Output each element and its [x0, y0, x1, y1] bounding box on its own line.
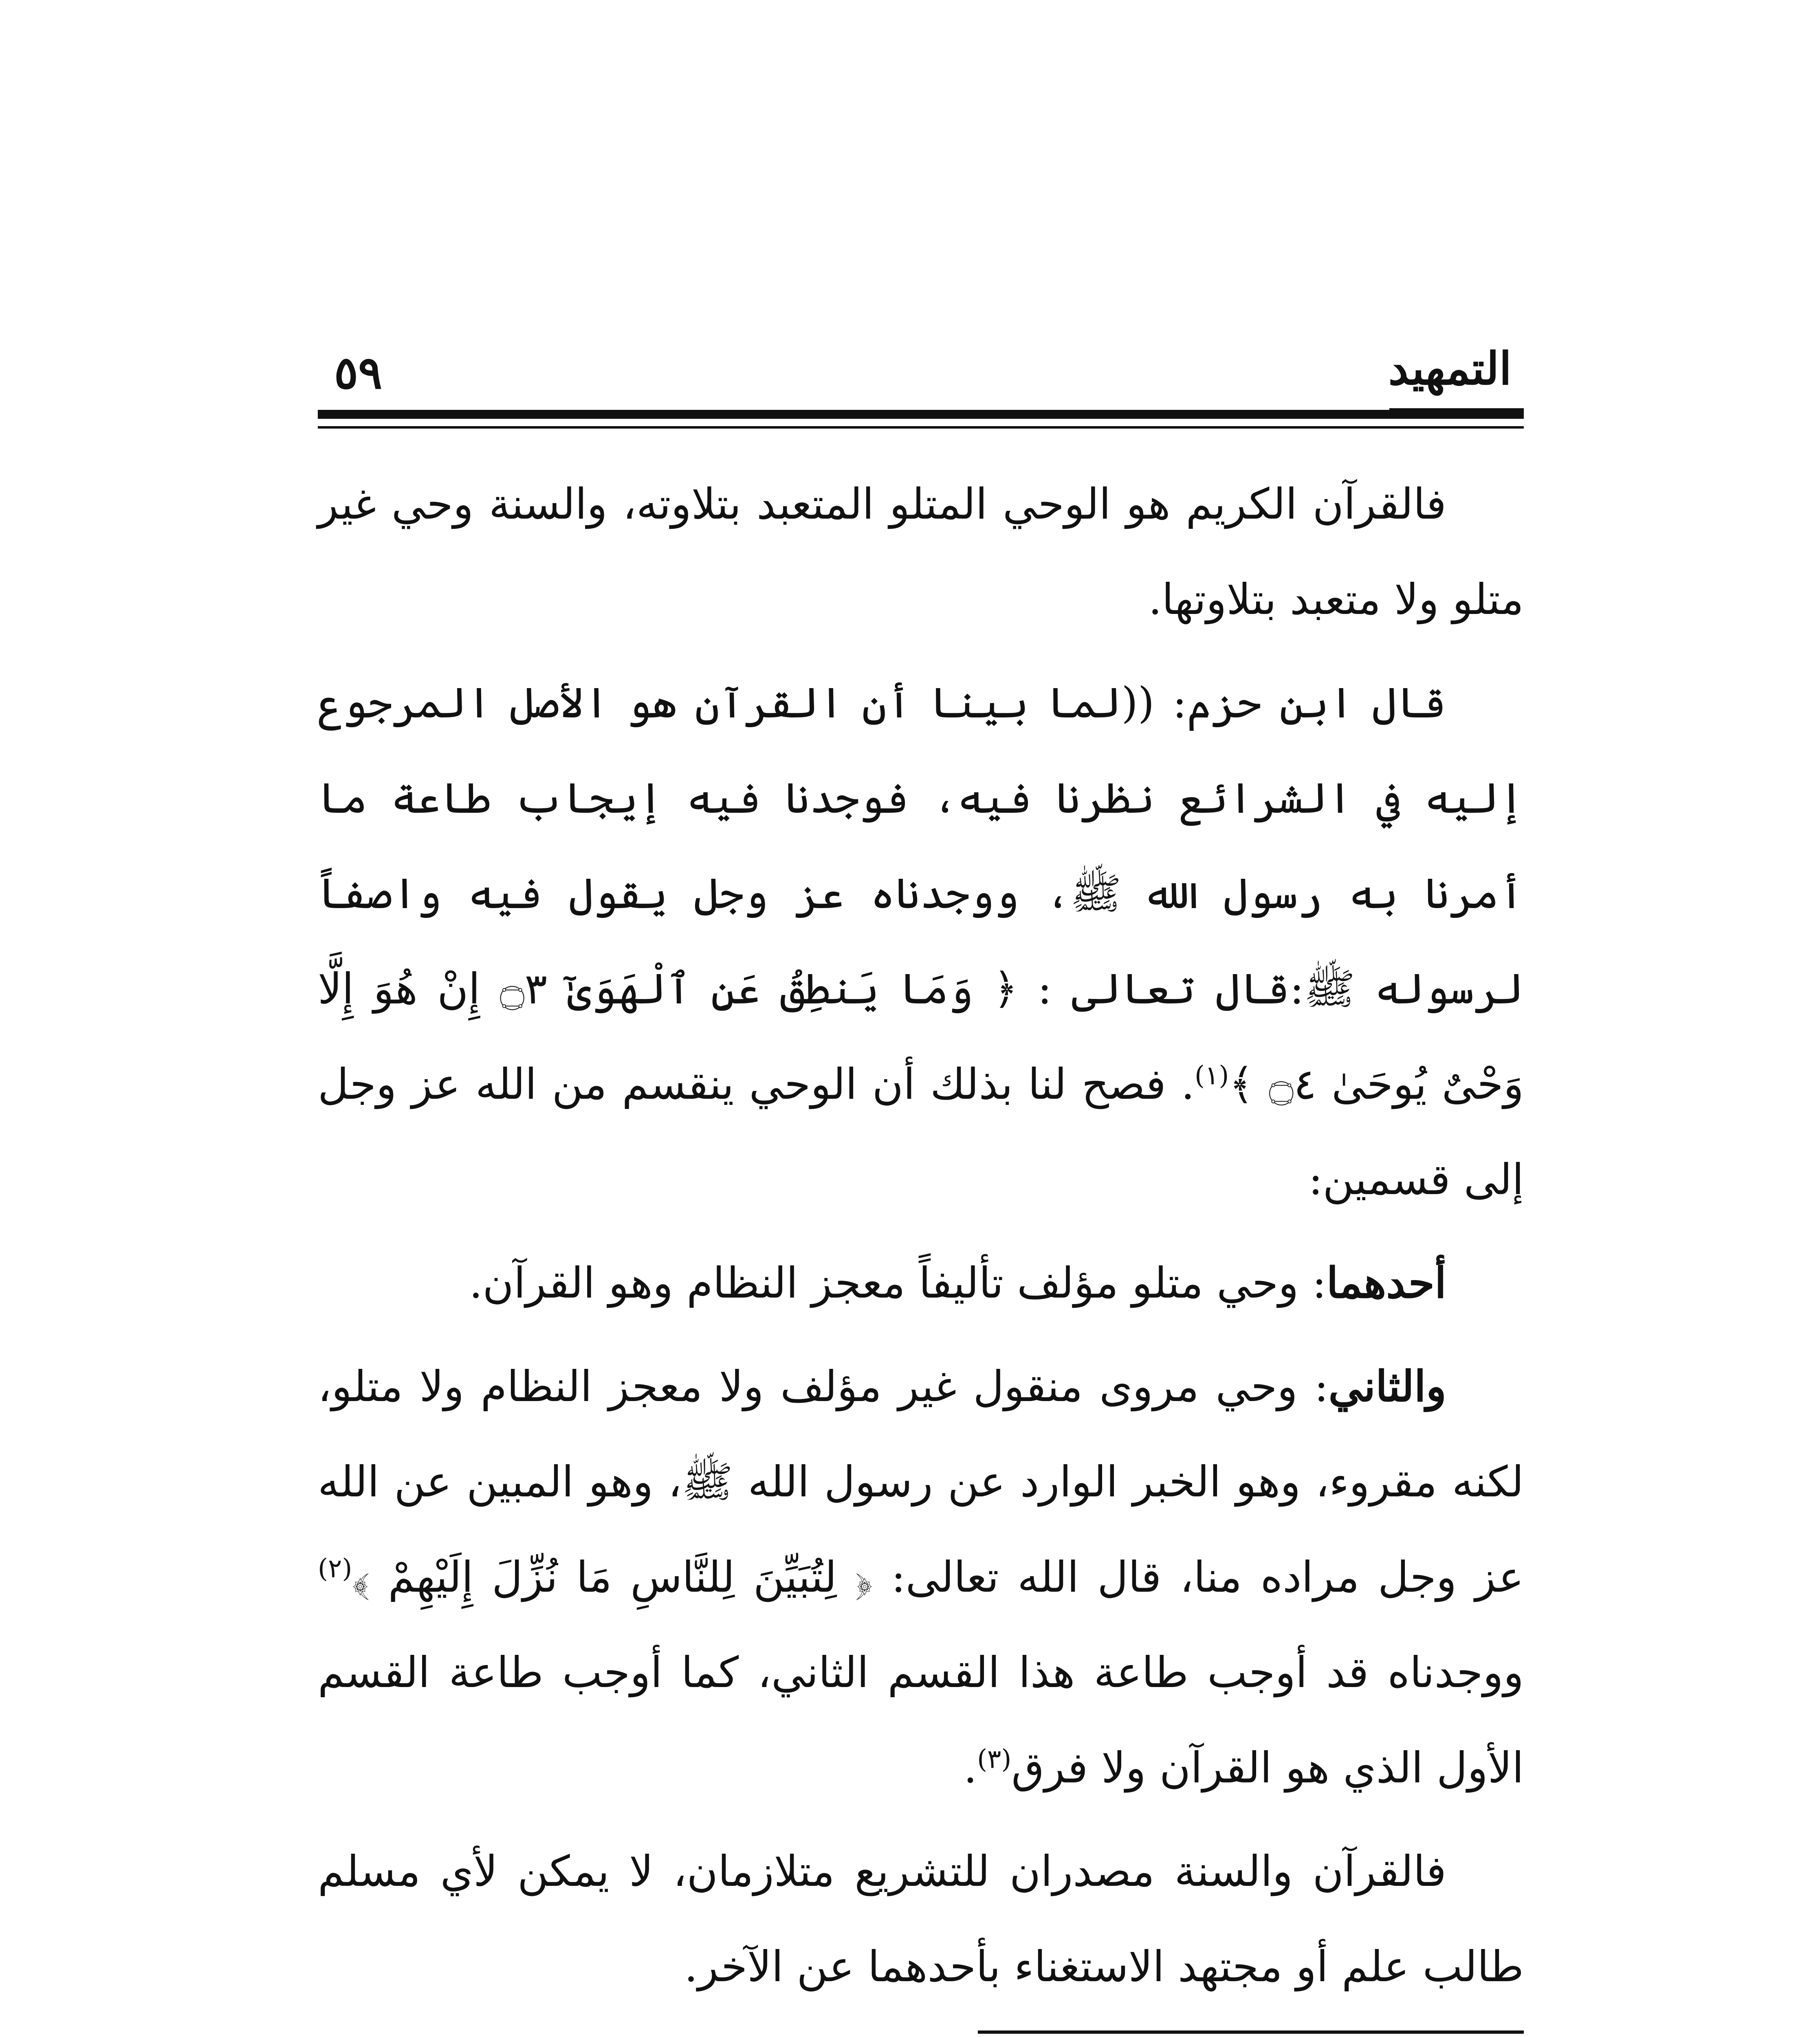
- header-rule-thin: [318, 426, 1524, 429]
- first-category-label: أحدهما: [1326, 1258, 1446, 1308]
- quran-verse-nahl: ﴿ لِتُبَيِّنَ لِلنَّاسِ مَا نُزِّلَ إِلَيْهِمْ ﴾: [352, 1552, 873, 1602]
- second-category-text: : وحي مروى منقول غير مؤلف ولا معجز النظام ولا متلو، لكنه مقروء، وهو الخبر الوارد عن رسول الله ﷺ، وهو المبين عن الله عز وجل مراده منا، قال الله تعالى:: [318, 1362, 1524, 1602]
- page-number: ٥٩: [334, 346, 383, 399]
- body-text: [318, 456, 1524, 2014]
- footnote-ref-2: (٢): [318, 1553, 352, 1584]
- ibn-hazm-quote-start: قال ابن حزم: ((لما بينا أن القرآن هو الأصل المرجوع إليه في الشرائع نظرنا فيه، فوجدنا فيه إيجاب طاعة ما أمرنا به رسول الله ﷺ، ووجدناه عز وجل يقول فيه واصفاً لرسوله ﷺ:قال تعالى :: [318, 678, 1524, 1014]
- header-rule: [318, 410, 1524, 419]
- paragraph-1: [318, 456, 1524, 647]
- paragraph-4: [318, 1339, 1524, 1815]
- running-title: التمهيد: [1388, 342, 1512, 395]
- paragraph-2: [318, 655, 1524, 1227]
- paragraph-1-text: فالقرآن الكريم هو الوحي المتلو المتعبد بتلاوته، والسنة وحي غير متلو ولا متعبد بتلاوتها.: [318, 479, 1524, 624]
- paragraph-3: [318, 1235, 1524, 1331]
- second-category-label: والثاني: [1328, 1361, 1446, 1411]
- paragraph-5: [318, 1824, 1524, 2014]
- paragraph-5-text: فالقرآن والسنة مصدران للتشريع متلازمان، لا يمكن لأي مسلم طالب علم أو مجتهد الاستغناء بأحدهما عن الآخر.: [318, 1846, 1524, 1991]
- footnote-ref-1: (١): [1194, 1060, 1229, 1091]
- footnote-ref-3: (٣): [977, 1744, 1012, 1775]
- second-category-end: .: [964, 1743, 977, 1793]
- footnote-rule: [978, 2030, 1524, 2034]
- second-category-continued: ووجدناه قد أوجب طاعة هذا القسم الثاني، كما أوجب طاعة القسم الأول الذي هو القرآن ولا فرق: [318, 1648, 1524, 1793]
- ibn-hazm-quote-end: . فصح لنا بذلك أن الوحي ينقسم من الله عز وجل إلى قسمين:: [318, 1059, 1524, 1204]
- quran-verse-najm: ﴿ وَمَا يَنطِقُ عَنِ ٱلْهَوَىٰٓ ۝٣ إِنْ هُوَ إِلَّا وَحْىٌ يُوحَىٰ ۝٤ ﴾: [318, 964, 1524, 1109]
- running-header: [318, 334, 1524, 416]
- first-category-text: : وحي متلو مؤلف تأليفاً معجز النظام وهو القرآن.: [469, 1258, 1327, 1308]
